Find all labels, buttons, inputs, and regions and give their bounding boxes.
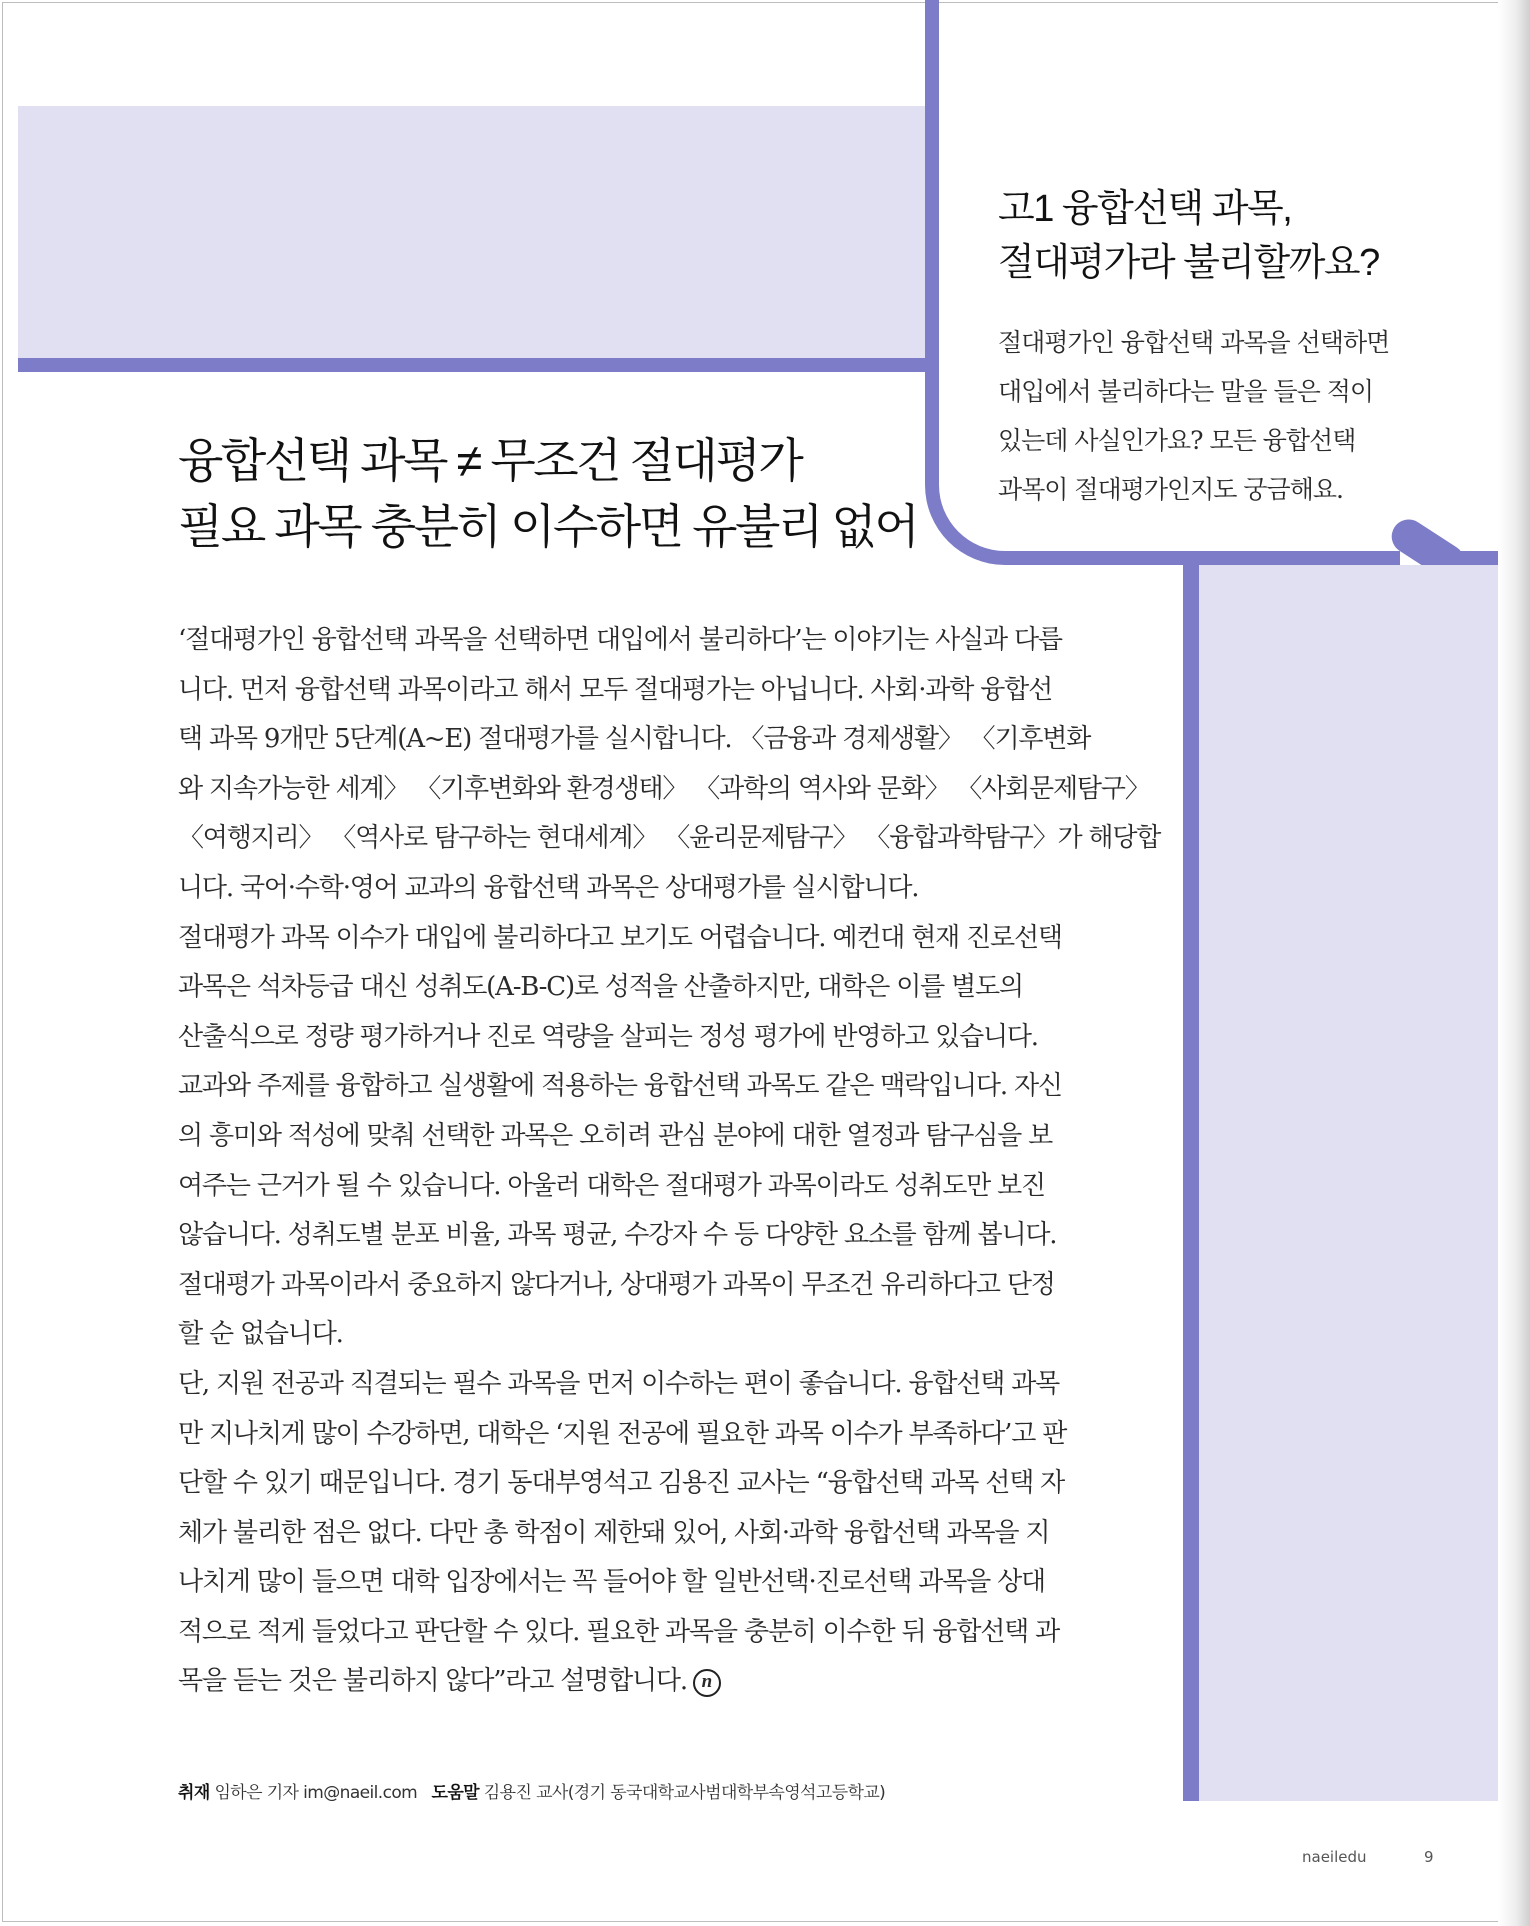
credits-reporter: 임하은 기자 im@naeil.com [214, 1783, 418, 1803]
right-lavender-band [1183, 565, 1506, 1801]
article-line: 절대평가 과목이라서 중요하지 않다거나, 상대평가 과목이 무조건 유리하다고 단정 [178, 1269, 1055, 1300]
credits-advisor: 김용진 교사(경기 동국대학교사범대학부속영석고등학교) [483, 1783, 886, 1803]
question-body-line: 대입에서 불리하다는 말을 들은 적이 [998, 377, 1374, 406]
article-credits [178, 1778, 1078, 1803]
question-body [998, 318, 1468, 514]
article-line: 적으로 적게 들었다고 판단할 수 있다. 필요한 과목을 충분히 이수한 뒤 융합선택 과 [178, 1616, 1060, 1647]
question-title-line: 고1 융합선택 과목, [998, 188, 1292, 230]
question-title-line: 절대평가라 불리할까요? [998, 242, 1379, 284]
accent-line-middle [1005, 551, 1400, 565]
question-body-line: 있는데 사실인가요? 모든 융합선택 [998, 426, 1356, 455]
article-line: 할 순 없습니다. [178, 1319, 343, 1350]
article-line: 〈여행지리〉 〈역사로 탐구하는 현대세계〉 〈윤리문제탐구〉 〈융합과학탐구〉가 해당합 [178, 823, 1161, 854]
article-line: 니다. 먼저 융합선택 과목이라고 해서 모두 절대평가는 아닙니다. 사회·과학 융합선 [178, 674, 1053, 705]
article-line: 단, 지원 전공과 직결되는 필수 과목을 먼저 이수하는 편이 좋습니다. 융합선택 과목 [178, 1368, 1060, 1399]
accent-line-vertical-right [1183, 565, 1199, 1801]
question-body-line: 과목이 절대평가인지도 궁금해요. [998, 475, 1343, 504]
page-number: 9 [1424, 1848, 1434, 1866]
article-line: 만 지나치게 많이 수강하면, 대학은 ‘지원 전공에 필요한 과목 이수가 부족하다’고 판 [178, 1418, 1067, 1449]
naeil-end-mark-icon: n [693, 1669, 721, 1697]
credits-advisor-label: 도움말 [431, 1783, 479, 1803]
top-lavender-band [18, 106, 931, 360]
article-line: 절대평가 과목 이수가 대입에 불리하다고 보기도 어렵습니다. 예컨대 현재 진로선택 [178, 922, 1062, 953]
question-body-line: 절대평가인 융합선택 과목을 선택하면 [998, 328, 1390, 357]
page-gutter-shadow [1498, 0, 1530, 1926]
credits-reporter-label: 취재 [178, 1783, 210, 1803]
article-line-last [178, 1657, 1118, 1707]
article-body [178, 616, 1161, 1707]
article-line: 의 흥미와 적성에 맞춰 선택한 과목은 오히려 관심 분야에 대한 열정과 탐구심을 보 [178, 1120, 1053, 1151]
article-line: 단할 수 있기 때문입니다. 경기 동대부영석고 김용진 교사는 “융합선택 과목 선택 자 [178, 1468, 1065, 1499]
headline-line: 융합선택 과목 ≠ 무조건 절대평가 [178, 434, 802, 487]
headline-line: 필요 과목 충분히 이수하면 유불리 없어 [178, 500, 918, 553]
footer-brand: naeiledu [1302, 1848, 1367, 1866]
article-line: 산출식으로 정량 평가하거나 진로 역량을 살피는 정성 평가에 반영하고 있습니다. [178, 1021, 1038, 1052]
accent-line-vertical-top [925, 0, 939, 470]
article-line: 않습니다. 성취도별 분포 비율, 과목 평균, 수강자 수 등 다양한 요소를 함께 봅니다. [178, 1220, 1057, 1251]
article-line: 니다. 국어·수학·영어 교과의 융합선택 과목은 상대평가를 실시합니다. [178, 872, 919, 903]
article-line: 나치게 많이 들으면 대학 입장에서는 꼭 들어야 할 일반선택·진로선택 과목을 상대 [178, 1567, 1045, 1598]
accent-line-left [18, 358, 931, 372]
article-line: 과목은 석차등급 대신 성취도(A-B-C)로 성적을 산출하지만, 대학은 이를 별도의 [178, 972, 1023, 1003]
article-line: 택 과목 9개만 5단계(A~E) 절대평가를 실시합니다. 〈금융과 경제생활〉 〈기후변화 [178, 724, 1091, 755]
question-title [998, 182, 1478, 290]
article-headline [178, 428, 938, 560]
article-line: ‘절대평가인 융합선택 과목을 선택하면 대입에서 불리하다’는 이야기는 사실과 다릅 [178, 625, 1062, 655]
article-line: 체가 불리한 점은 없다. 다만 총 학점이 제한돼 있어, 사회·과학 융합선택 과목을 지 [178, 1517, 1050, 1548]
article-line: 교과와 주제를 융합하고 실생활에 적용하는 융합선택 과목도 같은 맥락입니다. 자신 [178, 1071, 1062, 1102]
article-line: 여주는 근거가 될 수 있습니다. 아울러 대학은 절대평가 과목이라도 성취도만 보진 [178, 1170, 1045, 1201]
article-line: 목을 듣는 것은 불리하지 않다”라고 설명합니다. [178, 1666, 687, 1697]
article-line: 와 지속가능한 세계〉 〈기후변화와 환경생태〉 〈과학의 역사와 문화〉 〈사회문제탐구〉 [178, 773, 1150, 804]
